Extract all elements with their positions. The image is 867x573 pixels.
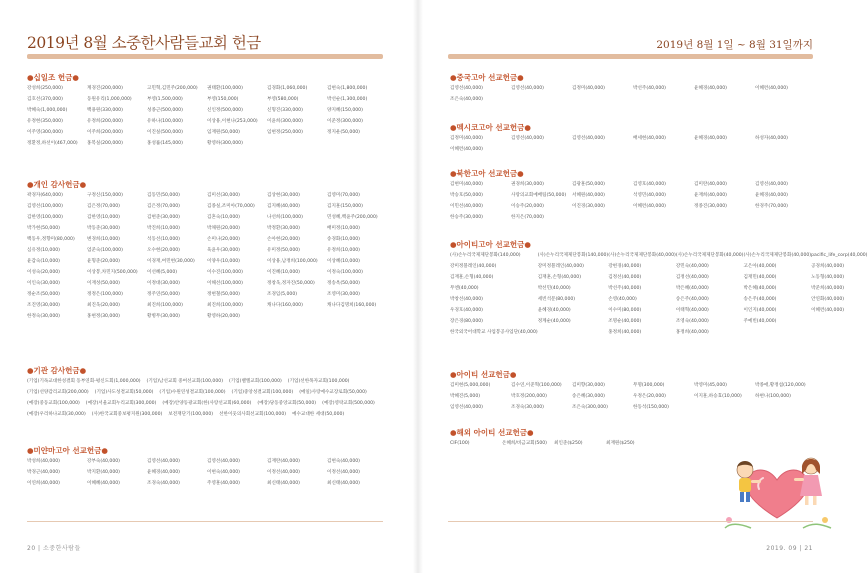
donor-entry: 이상용,남정희(100,000) xyxy=(267,259,318,264)
donor-entry: 김수연,이준혁(100,000) xyxy=(511,383,562,388)
donor-entry: 강성희(250,000) xyxy=(27,86,63,91)
donor-entry: 민성혜,백윤주(200,000) xyxy=(327,215,378,220)
donor-entry: 정종진(30,000) xyxy=(694,204,727,209)
donor-entry: 정순조(50,000) xyxy=(27,292,60,297)
donor-entry: 사랑의교회예배팀(50,000) xyxy=(511,193,567,198)
donor-entry: 정현철(50,000) xyxy=(207,292,240,297)
donor-entry: 홍정희(40,000) xyxy=(608,330,642,335)
institution-entry: (사)한국교회중보평지원(300,000) xyxy=(91,412,163,417)
donor-entry: 조진영(30,000) xyxy=(27,303,60,308)
institution-entry: (예장)서울교회누리교회(300,000) xyxy=(85,401,157,406)
institution-entry: (예장)안양동광교회(한)사랑선교회(60,000) xyxy=(162,401,252,406)
section-title-thanks: ●개인 감사헌금● xyxy=(27,180,87,189)
section-title-china: ●중국고아 선교헌금● xyxy=(450,73,524,82)
donor-entry: 박지환(40,000) xyxy=(87,470,120,475)
donor-entry: 이윤희(300,000) xyxy=(267,119,303,124)
section-title-institutions: ●기관 감사헌금● xyxy=(27,366,87,375)
donor-entry: 황영하(20,000) xyxy=(207,314,240,319)
donor-entry: 주영훈(40,000) xyxy=(207,481,240,486)
donor-entry: 임현정(250,000) xyxy=(267,130,303,135)
donor-entry: 이현숙(40,000) xyxy=(207,470,240,475)
donor-entry: 박은혜(40,000) xyxy=(743,286,777,291)
donor-entry: 송경화(10,000) xyxy=(327,237,360,242)
donor-entry: 변경희(10,000) xyxy=(87,237,120,242)
donor-entry: 주예빈(40,000) xyxy=(743,319,777,324)
donor-entry: 한승주(30,000) xyxy=(450,215,483,220)
donor-entry: (사)손누리국제제단봉화(140,000) xyxy=(537,253,609,258)
section-myanmar xyxy=(27,445,387,489)
donor-entry: 캐나다(160,000) xyxy=(267,303,303,308)
donor-entry: (사)손누리국제제단봉화(40,000) xyxy=(675,253,744,258)
donor-entry xyxy=(538,327,609,338)
donor-entry: 이진실(500,000) xyxy=(147,130,183,135)
donor-entry: 부영(580,000) xyxy=(267,97,299,102)
donor-entry: 김현미(40,000) xyxy=(450,182,483,187)
donor-entry: 우경호(40,000) xyxy=(450,308,483,313)
section-title-tithe: ●십일조 헌금● xyxy=(27,73,79,82)
donor-entry: 윤혜경(40,000) xyxy=(755,193,788,198)
donor-entry: 박종애,황정섭(120,000) xyxy=(755,383,806,388)
institution-entry: (기업)중앙성결교회(100,000) xyxy=(231,390,294,395)
section-mexico xyxy=(450,122,816,155)
donor-entry: 김은정(70,000) xyxy=(147,204,180,209)
donor-entry: 강미정블레인(40,000) xyxy=(450,264,497,269)
donor-entry: 박승호(50,000) xyxy=(450,193,483,198)
donor-entry: 이수진(100,000) xyxy=(207,270,243,275)
section-tithe xyxy=(27,72,387,149)
institution-line xyxy=(27,409,389,420)
donor-entry: 권태환(100,000) xyxy=(207,86,243,91)
donor-entry: 이재성(50,000) xyxy=(87,281,120,286)
donor-entry: 캐나다김명희(160,000) xyxy=(327,303,377,308)
donor-entry: 박준희(40,000) xyxy=(811,286,845,291)
left-page xyxy=(0,0,418,573)
donor-entry: 온혜희/비금교회(500) xyxy=(502,441,547,446)
right-page xyxy=(418,0,867,573)
donor-entry: 최진희(100,000) xyxy=(147,303,183,308)
donor-entry: 이연희(40,000) xyxy=(27,481,60,486)
donor-entry: 부영(1,500,000) xyxy=(147,97,183,102)
institution-entry: (기업)밸엘교회(100,000) xyxy=(229,379,282,384)
donor-entry: 이선혜(5,000) xyxy=(147,270,178,275)
donor-entry: 이지훈,하승효(10,000) xyxy=(694,394,742,399)
donor-entry: 박혜진(5,000) xyxy=(450,394,481,399)
donor-entry: 조은숙(300,000) xyxy=(572,405,608,410)
donor-entry: 최신태(40,000) xyxy=(267,481,300,486)
donor-entry: 박창선(40,000) xyxy=(450,297,483,302)
donor-entry: 김광훈(50,000) xyxy=(572,182,605,187)
institution-line xyxy=(27,376,389,387)
donor-entry: 김미향(30,000) xyxy=(572,383,605,388)
donor-entry: 최진욱(20,000) xyxy=(87,303,120,308)
section-northkorea xyxy=(450,168,816,223)
donor-entry: 박진희(10,000) xyxy=(147,226,180,231)
title-rule-left xyxy=(27,54,383,59)
donor-entry: 하현나(100,000) xyxy=(755,394,791,399)
grid-thanks xyxy=(27,190,387,322)
donor-entry: 이민선(40,000) xyxy=(450,204,483,209)
section-title-northkorea: ●북한고아 선교헌금● xyxy=(450,169,524,178)
institution-line xyxy=(27,398,389,409)
institution-entry: (기업)기독교대한성결회 동부연회-평신도회(1,000,000) xyxy=(27,379,141,384)
section-institutions xyxy=(27,365,389,420)
donor-entry: 김영선(40,000) xyxy=(450,86,483,91)
donor-entry: 이상봉,차민지(500,000) xyxy=(87,270,138,275)
section-title-mexico: ●멕시코고아 선교헌금● xyxy=(450,123,531,132)
donor-entry: 조명순(40,000) xyxy=(608,319,642,324)
donor-entry: 박혜숙(1,000,000) xyxy=(27,108,68,113)
donor-entry: 한경주(70,000) xyxy=(755,204,788,209)
title-rule-right xyxy=(448,54,813,59)
donor-entry: 이양우(10,000) xyxy=(207,259,240,264)
donor-entry: 김재훈,손형(40,000) xyxy=(450,275,494,280)
donor-entry: 김재란(40,000) xyxy=(267,459,300,464)
donor-entry: 오수현(20,000) xyxy=(147,248,180,253)
donor-entry: 김정선(40,000) xyxy=(675,275,709,280)
footer-left: 20 | 소중한사람들 xyxy=(27,545,81,552)
donor-entry: 이혜련(40,000) xyxy=(450,147,483,152)
donor-entry xyxy=(811,316,867,327)
donor-entry: 홍현정(30,000) xyxy=(87,314,120,319)
donor-entry: 송은주(40,000) xyxy=(743,297,777,302)
donor-entry: 신인정(500,000) xyxy=(207,108,243,113)
donor-entry: 박영미(45,000) xyxy=(694,383,727,388)
donor-entry: 윤혜경(40,000) xyxy=(147,470,180,475)
donor-entry: 박호정(200,000) xyxy=(511,394,547,399)
donor-entry: 박경근(40,000) xyxy=(27,470,60,475)
donor-entry: 김동민(50,000) xyxy=(147,193,180,198)
donor-entry: 김재민(40,000) xyxy=(743,275,777,280)
donor-entry: 이승주(20,000) xyxy=(511,204,544,209)
donor-entry: 육윤우(30,000) xyxy=(207,248,240,253)
donor-entry: 강민숙(40,000) xyxy=(675,264,709,269)
donor-entry: (사)손누리국제제단봉화(40,000) xyxy=(608,253,676,258)
donor-entry: 홍정희(40,000) xyxy=(675,330,709,335)
donor-entry: 박가현(50,000) xyxy=(27,226,60,231)
donor-entry: 정주연(50,000) xyxy=(147,292,180,297)
donor-entry: 고은아(40,000) xyxy=(743,264,777,269)
donor-entry: 김정미(40,000) xyxy=(572,86,605,91)
donor-entry: 이성숙(20,000) xyxy=(27,270,60,275)
donor-entry: 안연화(40,000) xyxy=(811,297,845,302)
donor-entry: 홍복실(200,000) xyxy=(87,141,123,146)
donor-entry: 김현숙(1,800,000) xyxy=(327,86,368,91)
donor-entry: 한국외국어대학교 사업봉공사업단(40,000) xyxy=(450,330,538,335)
donor-entry: 신형진(330,000) xyxy=(267,108,303,113)
donor-entry: 김현준(30,000) xyxy=(147,215,180,220)
grid-africa xyxy=(450,250,867,338)
section-africa xyxy=(450,239,867,338)
institution-entry: (예장)영락교회(500,000) xyxy=(322,401,375,406)
grid-china xyxy=(450,83,816,105)
donor-entry: 김미선(30,000) xyxy=(207,193,240,198)
donor-entry: 이주영(300,000) xyxy=(27,130,63,135)
donor-entry: 박선주(40,000) xyxy=(608,286,642,291)
institution-entry: 보전재단기(100,000) xyxy=(168,412,214,417)
donor-entry: 장은경(80,000) xyxy=(450,319,483,324)
donor-entry: 한정숙(30,000) xyxy=(27,314,60,319)
donor-entry: 무명(300,000) xyxy=(633,383,665,388)
donor-entry: 김미란(40,000) xyxy=(694,182,727,187)
bottom-rule-right xyxy=(448,521,813,522)
institution-entry: 선한이웃의사회선교회(100,000) xyxy=(219,412,287,417)
donor-entry: 황병무(30,000) xyxy=(147,314,180,319)
donor-entry: 김혼숙(10,000) xyxy=(207,215,240,220)
donor-entry: 이인숙(30,000) xyxy=(27,281,60,286)
donor-entry: 이해선(100,000) xyxy=(207,281,243,286)
donor-entry: 김영선(40,000) xyxy=(755,182,788,187)
donor-entry: 김정미(40,000) xyxy=(450,136,483,141)
donor-entry: 유정현(350,000) xyxy=(27,119,63,124)
donor-entry: 최인준($250) xyxy=(554,441,583,446)
donor-entry: 강현경(40,000) xyxy=(608,264,642,269)
donor-entry: 세빈석문(80,000) xyxy=(537,297,576,302)
flower-icon xyxy=(725,517,831,528)
donor-entry: 박성희(40,000) xyxy=(27,459,60,464)
donor-entry: 이상용,이현나(253,000) xyxy=(207,119,258,124)
donor-entry: 윤혜경(40,000) xyxy=(537,308,571,313)
donor-entry: 김호선(370,000) xyxy=(27,97,63,102)
institution-entry: (기업)선한목자교회(100,000) xyxy=(287,379,350,384)
donor-entry: 김현숙(40,000) xyxy=(327,459,360,464)
section-thanks xyxy=(27,179,387,322)
section-title-overseas: ●해외 아이티 선교헌금● xyxy=(450,428,534,437)
donor-entry: 임재원(50,000) xyxy=(207,130,240,135)
donor-entry: 부영(150,000) xyxy=(207,97,239,102)
institution-entry: (메일)사랑예수교장로회(50,000) xyxy=(299,390,367,395)
institution-entry: (예장)중동교회(100,000) xyxy=(27,401,80,406)
donor-entry: 양지혜(150,000) xyxy=(327,108,363,113)
donor-entry: 박선순(1,300,000) xyxy=(327,97,368,102)
donor-entry xyxy=(694,402,755,413)
donor-entry: 심유정(10,000) xyxy=(27,248,60,253)
donor-entry: 성종근(500,000) xyxy=(147,108,183,113)
donor-entry: 공경희(40,000) xyxy=(811,264,845,269)
donor-entry: 김한영(10,000) xyxy=(87,215,120,220)
donor-entry: 조경임(5,000) xyxy=(267,292,298,297)
institution-entry: (예장)당동중앙교회(50,000) xyxy=(257,401,317,406)
donor-entry: 송은주(40,000) xyxy=(675,297,709,302)
donor-entry: 황영하(300,000) xyxy=(207,141,243,146)
donor-entry: 이경재,여민현(30,000) xyxy=(147,259,195,264)
donor-entry: 박선민(40,000) xyxy=(537,286,571,291)
donor-entry: 이수미(80,000) xyxy=(608,308,642,313)
donor-entry: 조은숙(40,000) xyxy=(450,97,483,102)
donor-entry: (사)손누리국제제단봉화(40,000) xyxy=(743,253,812,258)
grid-tithe xyxy=(27,83,387,149)
donor-entry: 이혜련(40,000) xyxy=(811,308,845,313)
donor-entry: 정송옥(50,000) xyxy=(327,281,360,286)
donor-entry: 윤혜경(40,000) xyxy=(694,136,727,141)
grid-myanmar xyxy=(27,456,387,489)
donor-entry: 유정희(10,000) xyxy=(327,248,360,253)
donor-entry: 김경화(1,060,000) xyxy=(267,86,308,91)
grid-northkorea xyxy=(450,179,816,223)
donor-entry: 한동석(150,000) xyxy=(633,405,669,410)
page-title: 2019년 8월 소중한사람들교회 헌금 xyxy=(27,34,261,52)
donor-entry: 이정선(40,000) xyxy=(327,470,360,475)
donor-entry: 이진경(30,000) xyxy=(572,204,605,209)
donor-entry: 최신태(40,000) xyxy=(327,481,360,486)
donor-entry: 김영미(70,000) xyxy=(327,193,360,198)
donor-entry: 김미현(5,000,000) xyxy=(450,383,491,388)
donor-entry: 계경진(200,000) xyxy=(87,86,123,91)
donor-entry: 김한영(100,000) xyxy=(27,215,63,220)
donor-entry: 유하나(100,000) xyxy=(147,119,183,124)
donor-entry: 석영민(40,000) xyxy=(633,193,666,198)
donor-entry: CIF(100) xyxy=(450,441,470,446)
heart-icon xyxy=(746,470,807,518)
institution-entry: (기업)수원연성결교회(100,000) xyxy=(159,390,226,395)
donor-entry: 송은혜(30,000) xyxy=(572,394,605,399)
institution-entry: (기업)남선교회 중여선교회(100,000) xyxy=(146,379,223,384)
donor-entry: pacific_life_corp(40,000) xyxy=(811,253,867,258)
donor-entry: 손아현(20,000) xyxy=(267,237,300,242)
grid-mexico xyxy=(450,133,816,155)
donor-entry: 조영숙(40,000) xyxy=(675,319,709,324)
donor-entry: 김지혜(40,000) xyxy=(267,204,300,209)
donor-entry: 박정환(30,000) xyxy=(267,226,300,231)
donor-entry: (사)손누리국제제단봉화(140,000) xyxy=(450,253,521,258)
donor-entry xyxy=(755,402,816,413)
donor-entry: 김은정(70,000) xyxy=(87,204,120,209)
institution-entry: 예수교대한 세대(50,000) xyxy=(292,412,345,417)
donor-entry: 백용원(330,000) xyxy=(87,108,123,113)
donor-entry: 이혜혜(40,000) xyxy=(87,481,120,486)
section-haiti xyxy=(450,369,816,413)
donor-entry: 김영선(40,000) xyxy=(511,86,544,91)
donor-entry: 무엔(40,000) xyxy=(450,286,479,291)
donor-entry: 손영(40,000) xyxy=(608,297,637,302)
couple-heart-illustration xyxy=(721,440,833,530)
donor-entry: 손미나(20,000) xyxy=(207,237,240,242)
institution-entry: (기업)사도성결교회(50,000) xyxy=(94,390,154,395)
donor-entry: 동원유리(1,000,000) xyxy=(87,97,132,102)
donor-entry: 배세현(40,000) xyxy=(633,136,666,141)
donor-entry: 김영선(40,000) xyxy=(147,459,180,464)
donor-entry: 이정숙(100,000) xyxy=(327,270,363,275)
donor-entry: 윤형준(20,000) xyxy=(87,259,120,264)
donor-entry: 이혜련(40,000) xyxy=(755,86,788,91)
section-title-myanmar: ●미얀마고아 선교헌금● xyxy=(27,446,108,455)
donor-entry: 김영선(40,000) xyxy=(511,136,544,141)
donor-entry: 박동준(30,000) xyxy=(87,226,120,231)
donor-entry xyxy=(743,327,811,338)
donor-entry: 이혜련(40,000) xyxy=(633,204,666,209)
donor-entry: 우정은(20,000) xyxy=(633,394,666,399)
donor-entry: 박은혜(40,000) xyxy=(675,286,709,291)
donor-entry: 김영선(40,000) xyxy=(207,459,240,464)
donor-entry: 이진혜(10,000) xyxy=(267,270,300,275)
bottom-rule-left xyxy=(27,521,383,522)
section-title-haiti: ●아이티 선교헌금● xyxy=(450,370,517,379)
donor-entry: 박채원(20,000) xyxy=(207,226,240,231)
donor-entry: 이인지(40,000) xyxy=(743,308,777,313)
donor-entry: 하성자(40,000) xyxy=(755,136,788,141)
donor-entry: 구정신(150,000) xyxy=(87,193,123,198)
donor-entry: 정환정,하선이(467,000) xyxy=(27,141,78,146)
donor-entry: 이주희(200,000) xyxy=(87,130,123,135)
donor-entry: 김영선(100,000) xyxy=(27,204,63,209)
donor-entry: 석동선(10,000) xyxy=(147,237,180,242)
donor-entry: 정창욱,정자진(50,000) xyxy=(267,281,315,286)
donor-entry: 이정대(30,000) xyxy=(147,281,180,286)
date-range: 2019년 8월 1일 ~ 8월 31일까지 xyxy=(656,39,813,51)
donor-entry: 김영호(40,000) xyxy=(633,182,666,187)
section-china xyxy=(450,72,816,105)
donor-entry: 엄준숙(100,000) xyxy=(87,248,123,253)
donor-entry: 임영선(40,000) xyxy=(450,405,483,410)
institution-lines xyxy=(27,376,389,420)
donor-entry: 김상현(30,000) xyxy=(267,193,300,198)
donor-entry: 조경숙(40,000) xyxy=(147,481,180,486)
donor-entry: 배미정(10,000) xyxy=(327,226,360,231)
donor-entry: 유미정(50,000) xyxy=(267,248,300,253)
donor-entry: 백동우,정향미(80,000) xyxy=(27,237,75,242)
institution-entry: (기업)선양감리교회(200,000) xyxy=(27,390,89,395)
donor-entry: 고민혁,김민주(200,000) xyxy=(147,86,198,91)
donor-entry: 이준정(300,000) xyxy=(327,119,363,124)
donor-entry: 정계순(40,000) xyxy=(537,319,571,324)
donor-entry: 강미정블레인(40,000) xyxy=(537,264,584,269)
donor-entry: 윤갑숙(10,000) xyxy=(27,259,60,264)
donor-entry: 김종실,조미아(70,000) xyxy=(207,204,255,209)
donor-entry: 이정선(40,000) xyxy=(267,470,300,475)
section-title-africa: ●아이티고아 선교헌금● xyxy=(450,240,531,249)
donor-entry: 최진희(100,000) xyxy=(207,303,243,308)
grid-haiti xyxy=(450,380,816,413)
donor-entry xyxy=(811,327,867,338)
institution-line xyxy=(27,387,389,398)
donor-entry: 윤재희(40,000) xyxy=(694,193,727,198)
donor-entry: 홍성률(145,000) xyxy=(147,141,183,146)
donor-entry: 김재훈,손형(40,000) xyxy=(537,275,581,280)
donor-entry: 조영미(30,000) xyxy=(327,292,360,297)
donor-entry: 나선희(100,000) xyxy=(267,215,303,220)
donor-entry: 권경희(30,000) xyxy=(511,182,544,187)
donor-entry: 김영선(40,000) xyxy=(572,136,605,141)
donor-entry: 정정은(100,000) xyxy=(87,292,123,297)
donor-entry: 윤혜경(40,000) xyxy=(694,86,727,91)
institution-entry: (예장)우리하나교회(30,000) xyxy=(27,412,86,417)
donor-entry: 서혜원(40,000) xyxy=(572,193,605,198)
donor-entry: 한지은(70,000) xyxy=(511,215,544,220)
donor-entry: 강부숙(40,000) xyxy=(87,459,120,464)
donor-entry: 이태혁(40,000) xyxy=(675,308,709,313)
donor-entry: 조경숙(30,000) xyxy=(511,405,544,410)
donor-entry: 최재원($250) xyxy=(606,441,635,446)
donor-entry: 정지운(50,000) xyxy=(327,130,360,135)
footer-right: 2019. 09 | 21 xyxy=(766,545,813,552)
donor-entry: 노동형(40,000) xyxy=(811,275,845,280)
donor-entry: 곽경자(640,000) xyxy=(27,193,63,198)
donor-entry: 박선주(40,000) xyxy=(633,86,666,91)
donor-entry: 김지훈(150,000) xyxy=(327,204,363,209)
donor-entry: 이상혜(10,000) xyxy=(327,259,360,264)
donor-entry: 김정선(40,000) xyxy=(608,275,642,280)
donor-entry: 유정희(200,000) xyxy=(87,119,123,124)
